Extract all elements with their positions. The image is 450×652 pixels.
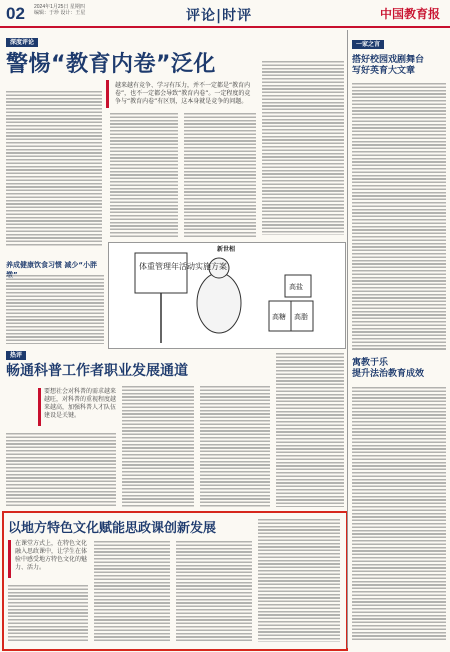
pull-quote-bar (106, 80, 109, 108)
third-body-col-1 (8, 584, 88, 642)
lead-headline: 警惕“教育内卷”泛化 (6, 52, 216, 77)
second-body-col-1 (6, 432, 116, 506)
cartoon-caption: 养成健康饮食习惯 减少“小胖 (6, 261, 98, 269)
second-body-col-4 (276, 352, 344, 507)
lead-body-col-3 (184, 112, 256, 238)
sidebar-tag: 一家之言 (352, 40, 384, 49)
cartoon-drawing (109, 243, 345, 348)
third-body-col-3 (176, 540, 252, 642)
box2-label: 高脂 (294, 313, 308, 321)
section-title: 评论|时评 (186, 8, 253, 24)
second-body-col-2 (122, 385, 194, 507)
third-headline: 以地方特色文化赋能思政课创新发展 (8, 521, 217, 536)
box3-label: 高盐 (289, 283, 303, 291)
editor-text: 编辑：于珍 设计：王星 (34, 10, 86, 16)
page-number: 02 (6, 4, 25, 23)
second-body-col-3 (200, 385, 270, 507)
cartoon-text-col (6, 274, 104, 344)
figure-body (197, 273, 241, 333)
lead-body-col-1 (6, 90, 102, 246)
lead-tag: 深度评论 (6, 38, 38, 47)
third-quote-bar (8, 540, 11, 578)
sidebar-body-1 (352, 82, 446, 350)
third-body-col-2 (94, 540, 170, 642)
sign-text-1: 体重管理年活动实施方案 (139, 262, 227, 271)
second-quote-bar (38, 388, 41, 426)
second-pull-quote: 要想社会对科普的需求越来越旺，对科普的重视程度越来越高，加强科普人才队伍建设是关键。 (44, 388, 117, 419)
box1-label: 高糖 (272, 313, 286, 321)
second-headline: 畅通科普工作者职业发展通道 (6, 363, 188, 379)
second-tag: 热评 (6, 351, 26, 360)
cartoon-tag: 新世相 (214, 243, 238, 254)
newspaper-name: 中国教育报 (380, 7, 441, 21)
cartoon-illustration (108, 242, 346, 349)
lead-pull-quote: 越来越有竞争、学习有压力，并不一定都是“教育内卷”，也不一定都会导致“教育内卷”。一定程度的竞争与“教育内卷”有区别，这本身就是竞争的问题。 (115, 82, 251, 105)
sidebar-title-1: 搭好校园戏剧舞台 写好英育大文章 (352, 55, 425, 76)
third-body-col-4 (258, 518, 340, 642)
third-pull-quote: 在课堂方式上，在特色文化融入思政课中，让学生在体验中感受地方特色文化的魅力、活力。 (15, 540, 88, 571)
date-text: 2024年1月25日 星期四 (34, 4, 85, 10)
lead-body-col-2 (110, 112, 178, 238)
sign-board (135, 253, 187, 293)
date-line (34, 4, 85, 16)
sidebar-body-2 (352, 386, 446, 642)
lead-body-col-4 (262, 60, 344, 235)
sidebar-divider (347, 30, 348, 648)
sidebar-title-2: 寓教于乐 提升法治教育成效 (352, 358, 425, 379)
